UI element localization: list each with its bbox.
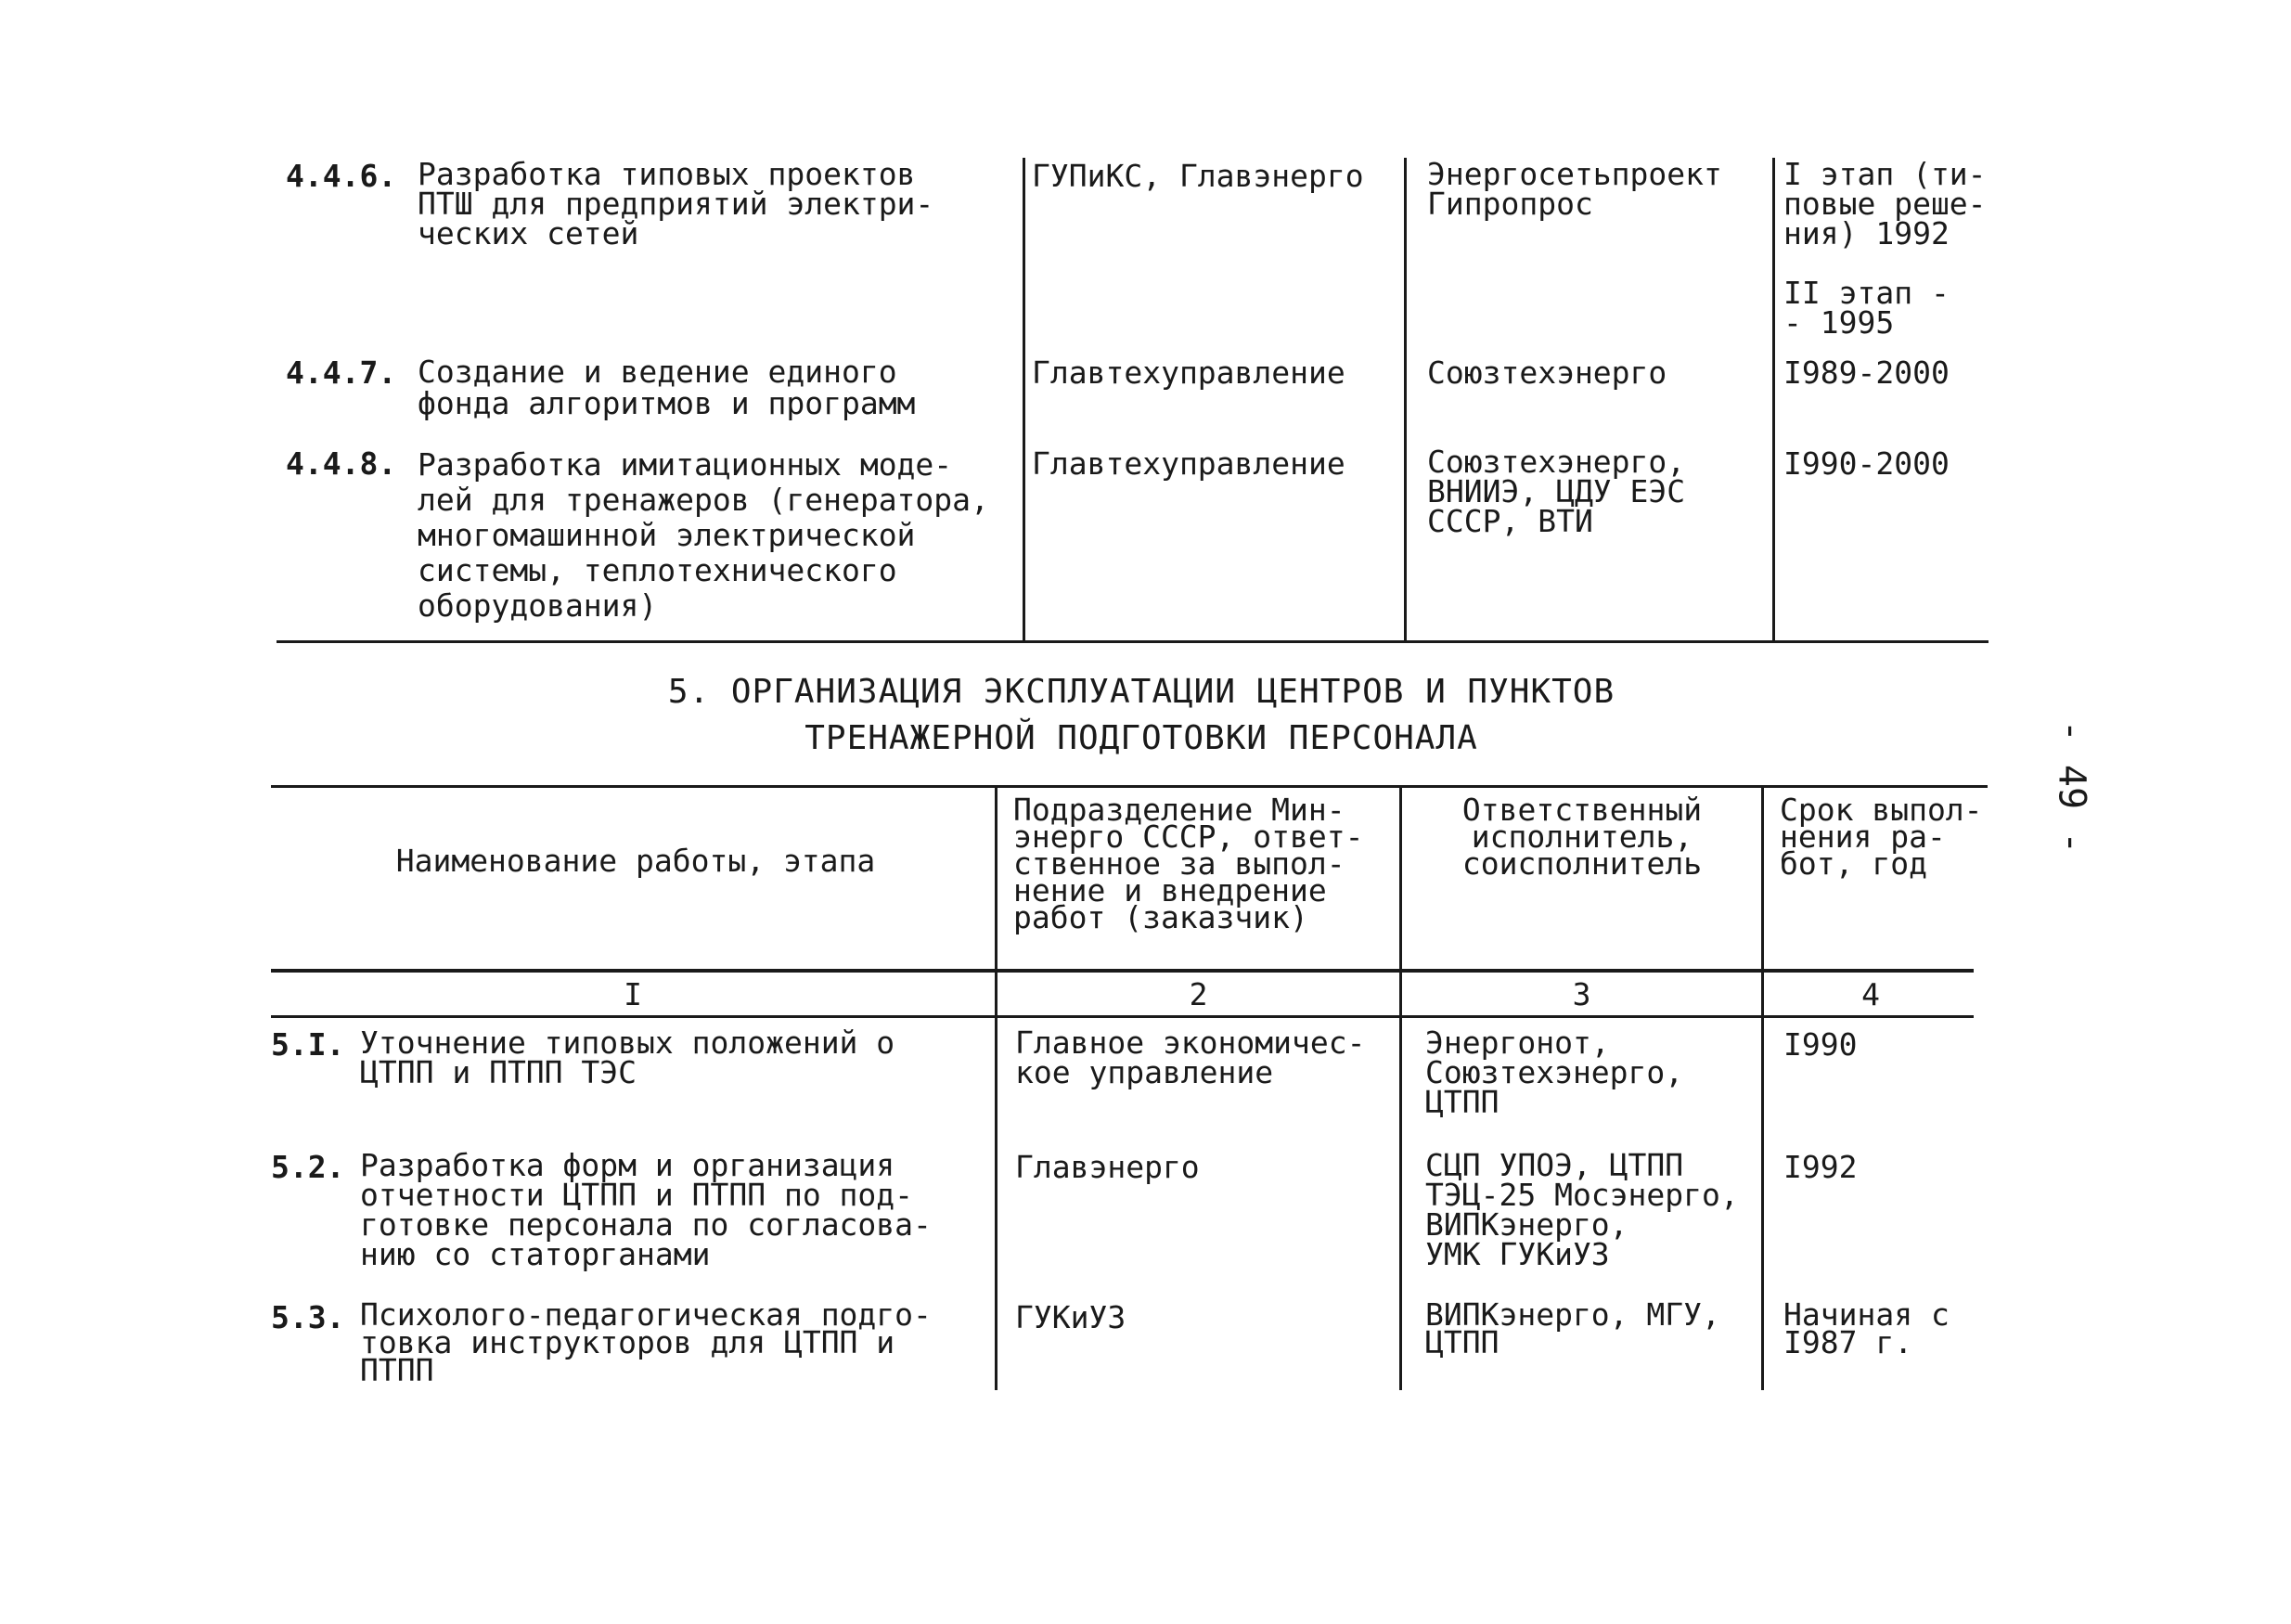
column-number-rule — [271, 1015, 1974, 1018]
responsible-division: Главное экономичес- кое управление — [1015, 1025, 1366, 1090]
column-number-1: I — [624, 976, 642, 1012]
work-title: Разработка форм и организация отчетности ЦТПП и ПТПП по под- готовке персонала по согласова- нию со статорганами — [360, 1147, 932, 1272]
header-division: Подразделение Мин- энерго СССР, ответ- ственное за выпол- нение и внедрение работ (заказчик) — [1013, 792, 1364, 935]
lower-col-divider-1 — [995, 785, 997, 1390]
work-title: Разработка типовых проектов ПТШ для предприятий электри- ческих сетей — [418, 156, 934, 251]
upper-col-divider-3 — [1772, 158, 1775, 640]
deadline: I990 — [1783, 1026, 1858, 1063]
executor: Энергонот, Союзтехэнерго, ЦТПП — [1425, 1025, 1684, 1120]
executor: Союзтехэнерго, ВНИИЭ, ЦДУ ЕЭС СССР, ВТИ — [1427, 444, 1686, 539]
row-number: 4.4.8. — [286, 445, 397, 482]
column-number-4: 4 — [1861, 976, 1880, 1012]
row-number: 5.2. — [271, 1149, 345, 1185]
upper-table-bottom-rule — [277, 640, 1989, 643]
deadline: I990-2000 — [1783, 445, 1950, 482]
row-number: 4.4.6. — [286, 158, 397, 194]
header-bottom-rule — [271, 969, 1974, 973]
deadline: Начиная с I987 г. — [1783, 1296, 1950, 1360]
responsible-division: ГУПиКС, Главэнерго — [1032, 158, 1364, 194]
column-number-2: 2 — [1189, 976, 1208, 1012]
upper-col-divider-2 — [1404, 158, 1407, 640]
row-number: 5.3. — [271, 1299, 345, 1335]
work-title: Создание и ведение единого фонда алгоритмов и программ — [418, 354, 916, 421]
column-number-3: 3 — [1572, 976, 1591, 1012]
header-top-rule — [271, 785, 1988, 788]
responsible-division: Главтехуправление — [1032, 354, 1345, 391]
header-executor: Ответственный исполнитель, соисполнитель — [1461, 792, 1703, 882]
executor: Союзтехэнерго — [1427, 354, 1667, 391]
deadline: I этап (ти- повые реше- ния) 1992 II этап - - 1995 — [1783, 156, 1987, 341]
section-title-line-2: ТРЕНАЖЕРНОЙ ПОДГОТОВКИ ПЕРСОНАЛА — [804, 719, 1478, 757]
work-title: Разработка имитационных моде- лей для тренажеров (генератора, многомашинной электрической системы, теплотехнического оборудования) — [418, 446, 989, 624]
work-title: Уточнение типовых положений о ЦТПП и ПТПП ТЭС — [360, 1025, 895, 1090]
page-number: - 49 - — [2050, 719, 2093, 855]
section-title-line-1: 5. ОРГАНИЗАЦИЯ ЭКСПЛУАТАЦИИ ЦЕНТРОВ И ПУНКТОВ — [667, 673, 1615, 711]
row-number: 4.4.7. — [286, 354, 397, 391]
responsible-division: ГУКиУЗ — [1015, 1299, 1126, 1335]
row-number: 5.I. — [271, 1026, 345, 1063]
executor: ВИПКэнерго, МГУ, ЦТПП — [1425, 1296, 1720, 1360]
deadline: I992 — [1783, 1149, 1858, 1185]
responsible-division: Главтехуправление — [1032, 445, 1345, 482]
work-title: Психолого-педагогическая подго- товка инструкторов для ЦТПП и ПТПП — [360, 1296, 932, 1388]
executor: Энергосетьпроект Гипропрос — [1427, 156, 1722, 222]
header-work-name: Наименование работы, этапа — [395, 843, 876, 879]
upper-col-divider-1 — [1023, 158, 1025, 640]
deadline: I989-2000 — [1783, 354, 1950, 391]
header-deadline: Срок выпол- нения ра- бот, год — [1780, 792, 1983, 882]
responsible-division: Главэнерго — [1015, 1149, 1200, 1185]
executor: СЦП УПОЭ, ЦТПП ТЭЦ-25 Мосэнерго, ВИПКэнерго, УМК ГУКиУЗ — [1425, 1147, 1739, 1272]
